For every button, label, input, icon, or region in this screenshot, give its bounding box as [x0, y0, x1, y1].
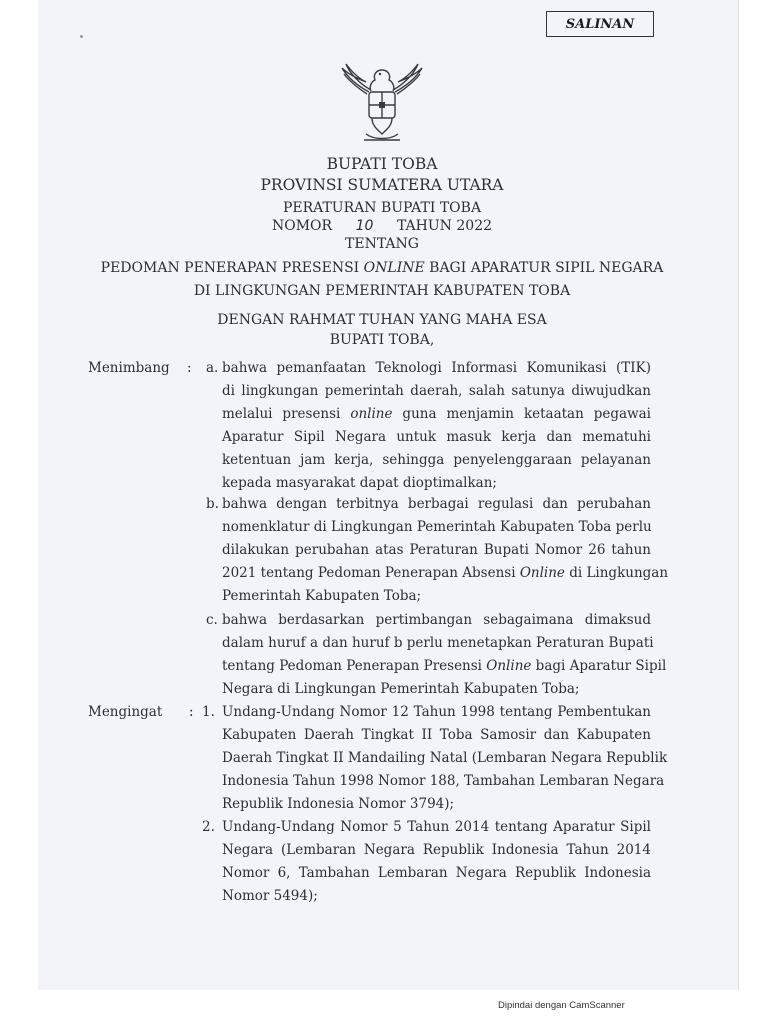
item-marker-2: 2. [202, 819, 215, 835]
header-bupati: BUPATI TOBA [326, 155, 438, 173]
mengingat-colon: : [189, 704, 194, 720]
menimbang-a-line: ketentuan jam kerja, sehingga penyelenggaraan pelayanan [222, 452, 651, 468]
item-marker-c: c. [206, 612, 218, 628]
salinan-stamp: SALINAN [546, 11, 654, 37]
header-nomor [38, 218, 726, 234]
mengingat-2-line: Nomor 5494); [222, 888, 318, 904]
menimbang-c-line: tentang Pedoman Penerapan Presensi Online bagi Aparatur Sipil [222, 658, 667, 674]
mengingat-1-line: Undang-Undang Nomor 12 Tahun 1998 tentang Pembentukan [222, 704, 651, 720]
scan-speck [80, 35, 83, 38]
menimbang-b-line: dilakukan perubahan atas Peraturan Bupati Nomor 26 tahun [222, 542, 651, 558]
nomor-value: 10 [355, 218, 374, 234]
menimbang-a-line: Aparatur Sipil Negara untuk masuk kerja dan mematuhi [222, 429, 651, 445]
mengingat-1-line: Daerah Tingkat II Mandailing Natal (Lembaran Negara Republik [222, 750, 668, 766]
menimbang-c-line: Negara di Lingkungan Pemerintah Kabupaten Toba; [222, 681, 580, 697]
menimbang-a-line: bahwa pemanfaatan Teknologi Informasi Komunikasi (TIK) [222, 360, 651, 376]
bupati-toba-line: BUPATI TOBA, [329, 332, 435, 348]
mengingat-2-line: Nomor 6, Tambahan Lembaran Negara Republik Indonesia [222, 865, 651, 881]
nomor-label: NOMOR [271, 218, 333, 234]
mengingat-2-line: Undang-Undang Nomor 5 Tahun 2014 tentang Aparatur Sipil [222, 819, 651, 835]
regulation-title: PEDOMAN PENERAPAN PRESENSI ONLINE BAGI APARATUR SIPIL NEGARA [100, 260, 664, 276]
menimbang-a-line: melalui presensi online guna menjamin ketaatan pegawai [222, 406, 651, 422]
regulation-title-line2: DI LINGKUNGAN PEMERINTAH KABUPATEN TOBA [193, 283, 571, 299]
mengingat-label: Mengingat [88, 704, 163, 720]
menimbang-c-line: bahwa berdasarkan pertimbangan sebagaimana dimaksud [222, 612, 651, 628]
menimbang-a-line: kepada masyarakat dapat dioptimalkan; [222, 475, 497, 491]
item-marker-a: a. [206, 360, 219, 376]
menimbang-b-line: 2021 tentang Pedoman Penerapan Absensi Online di Lingkungan [222, 565, 669, 581]
mengingat-1-line: Indonesia Tahun 1998 Nomor 188, Tambahan Lembaran Negara [222, 773, 665, 789]
mengingat-2-line: Negara (Lembaran Negara Republik Indonesia Tahun 2014 [222, 842, 651, 858]
menimbang-b-line: nomenklatur di Lingkungan Pemerintah Kabupaten Toba perlu [222, 519, 652, 535]
menimbang-c-line: dalam huruf a dan huruf b perlu menetapkan Peraturan Bupati [222, 635, 654, 651]
menimbang-label: Menimbang [88, 360, 170, 376]
menimbang-a-line: di lingkungan pemerintah daerah, salah satunya diwujudkan [222, 383, 651, 399]
mengingat-1-line: Kabupaten Daerah Tingkat II Toba Samosir dan Kabupaten [222, 727, 651, 743]
garuda-emblem-icon [336, 60, 428, 148]
scanner-watermark: Dipindai dengan CamScanner [498, 1000, 625, 1011]
menimbang-colon: : [187, 360, 192, 376]
item-marker-1: 1. [202, 704, 215, 720]
rahmat-line: DENGAN RAHMAT TUHAN YANG MAHA ESA [217, 312, 547, 328]
header-provinsi: PROVINSI SUMATERA UTARA [260, 176, 504, 194]
item-marker-b: b. [206, 496, 219, 512]
menimbang-b-line: bahwa dengan terbitnya berbagai regulasi dan perubahan [222, 496, 651, 512]
tahun-label: TAHUN 2022 [396, 218, 493, 234]
menimbang-b-line: Pemerintah Kabupaten Toba; [222, 588, 422, 604]
header-tentang: TENTANG [345, 236, 419, 252]
header-peraturan: PERATURAN BUPATI TOBA [282, 200, 482, 216]
mengingat-1-line: Republik Indonesia Nomor 3794); [222, 796, 455, 812]
